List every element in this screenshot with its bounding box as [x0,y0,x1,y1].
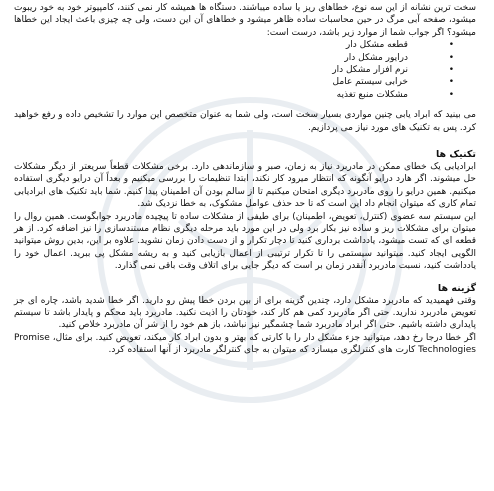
list-item: • مشکلات منبع تغذیه [14,89,454,101]
list-item: • نرم افزار مشکل دار [14,64,454,76]
intro-paragraph: سخت ترین نشانه از این سه نوع، خطاهای ریز یا ساده میباشند. دستگاه ها همیشه کار نمی کنند، کامپیوتر خود به خود ریبوت میشود، صفحه آبی مرگ در حین محاسبات ساده ظاهر میشود و خطاهای آن این دست، ولی چه چیزی باعث ایجاد این خطاها میشود؟ اگر جواب شما از موارد زیر باشد، درست است: [14,3,476,38]
options-paragraph-1: وقتی فهمیدید که مادربرد مشکل دارد، چندین گزینه برای از بین بردن خطا پیش رو دارید. اگر خطا شدید باشد، چاره ای جز تعویض مادربرد ندارید. حتی اگر مادربرد کمی هم کار کند، خودتان را اذیت نکنید. مادربرد باید محکم و پایدار باشد تا سیستم پایداری داشته باشیم. حتی اگر ابراد مادربرد شما چشمگیر نیز نباشد، باز هم خود را از شر آن مادربرد خلاص کنید. [14,295,476,331]
techniques-paragraph-2: این سیستم سه عضوی (کنترل، تعویض، اطمینان) برای طیفی از مشکلات ساده تا پیچیده مادربرد جوابگوست. همین روال را میتوان برای مشکلات ریز و ساده نیز بکار برد ولی در این مورد باید مرحله دیگری نظام مستندسازی را نیز اضافه کرد. از هر قطعه ای که تست میشود، یادداشت برداری کنید تا دچار تکرار و از دست دادن زمان نشوید. علاوه بر این، بدین روش میتوانید الگویی ایجاد کنید. میتوانید سیستمی را تا تکرار ترتیبی از اعمال بازیابی کنید و به ریشه مشکل پی ببرید. اعمال خود را یادداشت کنید، نسبت مادربرد آنقدر زمان بر است که دیگر جایی برای اتلاف وقت باقی نمی گذارد. [14,211,476,272]
list-item: • خرابی سیستم عامل [14,76,454,88]
techniques-paragraph-1: ابرادیابی یک خطای ممکن در مادربرد نیاز به زمان، صبر و سازماندهی دارد. برخی مشکلات قطعاً سریعتر از دیگر مشکلات حل میشوند. اگر هارد درایو آنگونه که انتظار میرود کار نکند، ابتدا تنظیمات را بررسی میکنیم و بعداً آن درایو دیگری استفاده میکنیم. همین درایو را روی مادربرد دیگری امتحان میکنیم تا از سالم بودن آن اطمینان پیدا کنیم. شما باید تکنیک های ابرادیابی تمام کاری که میتوان انجام داد این است که تا حد حذف عوامل مشکوک، به خطا نزدیک شد. [14,161,476,210]
options-paragraph-2: اگر خطا درجا رخ دهد، میتوانید جزء مشکل دار را با کارتی که بهتر و بدون ابراد کار میکند، تعویض کنید. برای مثال، Promise Technologies کارت های کنترلگری میسازد که میتوان به جای کنترلگر مادربرد از آنها استفاده کرد. [14,332,476,356]
list-item: • قطعه مشکل دار [14,39,454,51]
options-heading: گزینه ها [437,282,476,294]
techniques-heading: تکنیک ها [435,148,476,160]
list-item: • درایور مشکل دار [14,52,454,64]
causes-list [14,39,476,101]
intro-closing-paragraph: می بینید که ابراد یابی چنین مواردی بسیار سخت است، ولی شما به عنوان متخصص این موارد را تشخیص داده و رفع خواهید کرد. پس به تکنیک های مورد نیاز می پردازیم. [14,110,476,133]
